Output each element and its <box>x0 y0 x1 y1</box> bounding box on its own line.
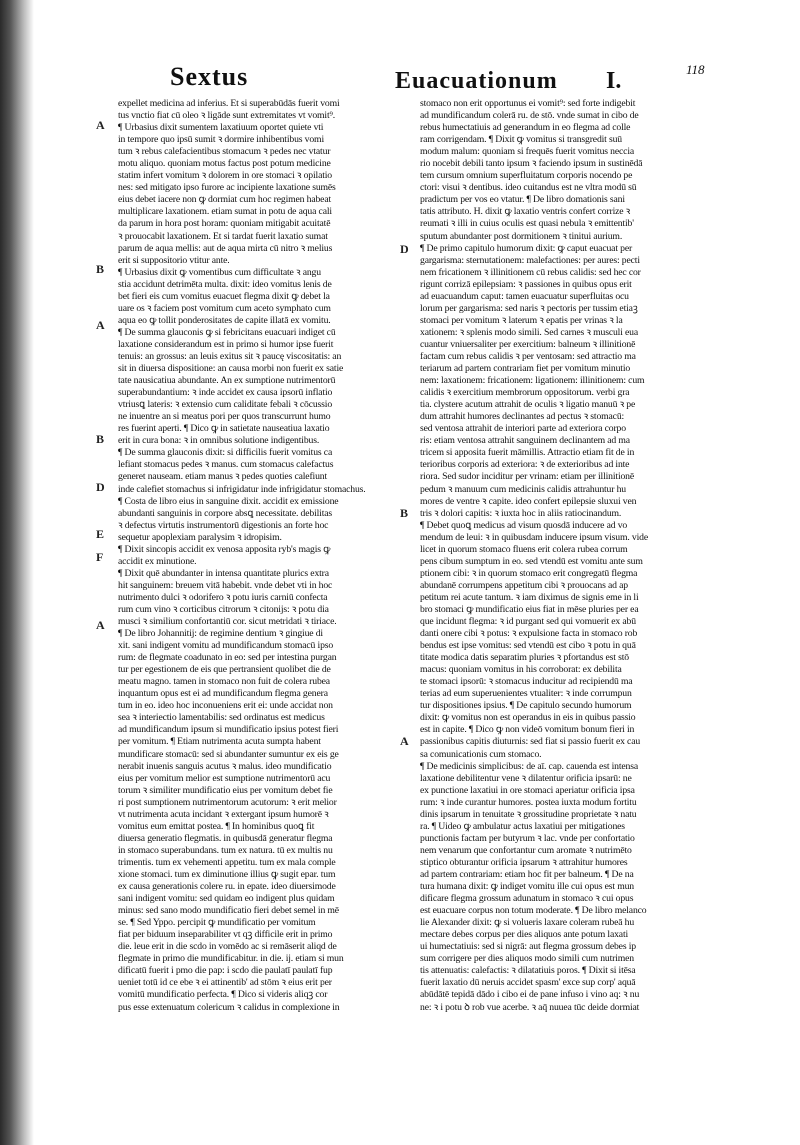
text-line: accidit ex minutione. <box>118 555 197 567</box>
text-line: ¶ De primo capitulo humorum dixit: ꝙ caput euacuat per <box>420 242 633 254</box>
text-line: meatu magno. tamen in stomaco non fuit de colera rubea <box>118 676 330 688</box>
folio-number: 118 <box>686 62 705 77</box>
text-line: lie Alexander dixit: ꝙ si volueris laxare coleram rubeā hu <box>420 917 635 929</box>
text-line: ¶ De summa glauconis ꝙ si febricitans euacuari indiget cū <box>118 326 336 338</box>
text-line: nes: sed mitigato ipso furore ac incipiente laxatione sumēs <box>118 182 336 194</box>
text-line: mectare debes corpus per dies aliquos ante potum laxati <box>420 929 629 941</box>
text-line: ꝛ prouocabit laxationem. Et si tardat fuerit laxatio sumat <box>118 230 328 242</box>
text-line: trimentis. tum ex vehementi appetitu. tum ex mala comple <box>118 856 336 868</box>
text-line: pens cibum sumptum in eo. sed vtendū est vomitu ante sum <box>420 555 643 567</box>
margin-letter: F <box>96 550 104 564</box>
margin-letter: B <box>96 432 105 446</box>
text-line: ¶ Urbasius dixit sumentem laxatiuum oportet quiete vti <box>118 122 324 134</box>
text-line: ris: etiam ventosa attrahit sanguinem declinantem ad ma <box>420 435 630 447</box>
text-line: petitum rei acute tantum. ꝛ iam diximus de signis eme in li <box>420 591 639 603</box>
text-line: ad mundificandum ipsum si mundificatio ipsius potest fieri <box>118 724 339 736</box>
text-line: per vomitum. ¶ Etiam nutrimenta acuta sumpta habent <box>118 736 321 748</box>
text-line: que incidunt flegma: ꝛ id purgant sed qui vomuerit ex abū <box>420 616 636 628</box>
text-line: diuersa generatio flegmatis. in quibusdā generatur flegma <box>118 832 333 844</box>
text-line: sani indigent vomitu: sed quidam eo indigent plus quidam <box>118 893 335 905</box>
text-line: rum cum vino ꝛ corticibus citrorum ꝛ citonijs: ꝛ potu dia <box>118 603 329 615</box>
text-line: multiplicare laxationem. etiam sumat in potu de aqua cali <box>118 206 332 218</box>
text-line: laxatione considerandum est in primo si humor ipse fuerit <box>118 338 334 350</box>
text-line: vt nutrimenta acuta incidant ꝛ extergant ipsum humorē ꝛ <box>118 808 329 820</box>
text-line: eius per vomitum melior est sumptione nutrimentorū acu <box>118 772 331 784</box>
text-line: hit sanguinem: breuem vitā habebit. vnde debet vti in hoc <box>118 579 333 591</box>
text-line: ri post sumptionem nutrimentorum acutorum: ꝛ erit melior <box>118 796 337 808</box>
running-head-left: Sextus <box>170 62 249 91</box>
text-line: gargarisma: sternutationem: malefactiones: per aures: pecti <box>420 254 640 266</box>
text-line: ad mundificandum colerā ru. de stō. vnde sumat in cibo de <box>420 110 639 122</box>
text-line: bro stomaci ꝙ mundificatio eius fiat in mēse pluries per ea <box>420 603 639 615</box>
text-line: lefiant stomacus pedes ꝛ manus. cum stomacus calefactus <box>118 459 334 471</box>
text-line: ueniet totū id ce ebe ꝛ ei attinentib' ad stōm ꝛ eius erit per <box>118 977 332 989</box>
text-line: lorum per gargarisma: sed naris ꝛ pectoris per tussim etiaꝫ <box>420 302 638 314</box>
text-line: stomaco non erit opportunus ei vomit⁹: sed forte indigebit <box>420 98 636 109</box>
text-line: eius debet iacere non ꝙ dormiat cum hoc regimen habeat <box>118 194 332 206</box>
chapter-numeral: I. <box>606 68 622 94</box>
text-line: pus esse extenuatum colericum ꝛ calidus in complexione in <box>118 1001 340 1013</box>
margin-letter: D <box>400 242 409 256</box>
text-line: vomitus eum emittat postea. ¶ In hominibus quoꝗ fit <box>118 820 315 832</box>
text-line: tris ꝛ dolori capitis: ꝛ iuxta hoc in aliis ratiocinandum. <box>420 507 622 519</box>
text-line: abundanti sanguinis in corpore absꝗ necessitate. debilitas <box>118 507 333 519</box>
text-line: ad partem contrariam: etiam hoc fit per balneum. ¶ De na <box>420 869 634 880</box>
margin-letter: D <box>96 480 105 494</box>
text-line: bet fieri eis cum vomitus euacuet flegma dixit ꝙ debet la <box>118 290 330 302</box>
text-line: dum attrahit humores declinantes ad pectus ꝛ stomacū: <box>420 411 625 423</box>
text-line: ¶ Dixit sincopis accidit ex venosa apposita ryb's magis ꝙ <box>118 543 331 555</box>
text-line: laxatione debilitentur vene ꝛ dilatentur orificia ipsarū: ne <box>420 772 632 784</box>
text-line: punctionis factam per butyrum ꝛ lac. vnde per confortatio <box>420 832 635 844</box>
text-line: rio nocebit debili tanto ipsum ꝛ faciendo ipsum in sustinēdā <box>420 158 643 170</box>
text-line: expellet medicina ad inferius. Et si superabūdās fuerit vomi <box>118 98 340 109</box>
text-line: xationem: ꝛ splenis modo simili. Sed carnes ꝛ musculi eua <box>420 326 639 338</box>
text-line: tem cursum omnium superfluitatum corporis nocendo pe <box>420 170 633 182</box>
text-line: musci ꝛ similium confortantiū cor. sicut metridati ꝛ tiriace. <box>118 616 337 628</box>
text-column-left <box>118 98 380 1014</box>
page-header <box>0 62 800 102</box>
text-line: abundanē corrumpens appetitum cibi ꝛ prouocans ad ap <box>420 579 628 591</box>
text-line: ptionem cibi: ꝛ in quorum stomaco erit congregatū flegma <box>420 567 638 579</box>
text-line: rum: ꝛ inde curantur humores. postea iuxta modum fortitu <box>420 796 637 808</box>
text-line: bendus est ipse vomitus: sed vtendū est cibo ꝛ potu in quā <box>420 640 636 652</box>
text-line: ꝛ defectus virtutis instrumentorū digestionis an forte hoc <box>118 519 329 531</box>
margin-letter: A <box>96 618 105 632</box>
text-line: parum de aqua mellis: aut de aqua mirta cū nitro ꝛ melius <box>118 242 333 254</box>
running-head-right: Euacuationum <box>395 68 558 94</box>
text-line: sputum abundanter post dormitionem ꝛ tinitui aurium. <box>420 230 623 242</box>
text-line: ¶ De summa glauconis dixit: si difficilis fuerit vomitus ca <box>118 447 333 459</box>
text-line: mundificare stomacū: sed si abundanter sumuntur ex eis ge <box>118 748 339 760</box>
text-line: nem venarum que confortantur cum aromate ꝛ nutrimēto <box>420 844 632 856</box>
text-line: da parum in hora post horam: quoniam mitigabit acuitatē <box>118 218 331 230</box>
text-line: aqua eo ꝙ tollit ponderositates de capite illatā ex vomitu. <box>118 314 331 326</box>
text-line: calidis ꝛ exercitium membrorum oppositorum. verbi gra <box>420 387 630 399</box>
text-line: nutrimento dulci ꝛ odorifero ꝛ potu iuris carniū confecta <box>118 591 328 603</box>
text-line: in tempore quo ipsū sumit ꝛ dormire inhibentibus vomi <box>118 134 324 146</box>
text-line: stia accidunt detrimēta multa. dixit: ideo vomitus lenis de <box>118 278 332 290</box>
text-line: statim infert vomitum ꝛ dolorem in ore stomaci ꝛ opilatio <box>118 170 332 182</box>
text-line: teriarum ad partem contrariam fiet per vomitum minutio <box>420 363 631 375</box>
text-line: ne: ꝛ i potu ꝺ rob vue acerbe. ꝛ aq̄ nuuea tūc deide dormiat <box>420 1001 640 1013</box>
text-line: rum: de flegmate coadunato in eo: sed per intestina purgan <box>118 652 337 664</box>
text-line: ¶ Dixit quē abundanter in intensa quantitate plurics extra <box>118 567 329 579</box>
text-line: motu aliquo. quoniam motus factus post potum medicine <box>118 158 331 170</box>
text-line: fuerit laxatio dū neruis accidet spasm' exce sup corp' aquā <box>420 977 636 989</box>
text-line: superabundantium: ꝛ inde accidet ex causa ipsorū inflatio <box>118 387 333 399</box>
text-line: mendum de leui: ꝛ in quibusdam inducere ipsum visum. vide <box>420 531 648 543</box>
text-line: stomaci per vomitum ꝛ laterum ꝛ epatis per vrinas ꝛ la <box>420 314 623 326</box>
text-line: die. leue erit in die scdo in vomēdo ac si remāserit aliqd de <box>118 941 337 953</box>
text-line: ¶ De libro Johannitij: de regimine dentium ꝛ gingiue di <box>118 628 323 640</box>
text-line: tricem si apposita fuerit māmillis. Attractio etiam fit de in <box>420 447 635 459</box>
text-line: passionibus capitis diuturnis: sed fiat si passio fuerit ex cau <box>420 736 641 748</box>
text-line: sed ventosa attrahit de interiori parte ad exteriora corpo <box>420 423 626 435</box>
text-line: rigunt corrizā epilepsiam: ꝛ passiones in quibus opus erit <box>420 278 632 290</box>
text-line: minus: sed sano modo mundificatio fieri debet semel in mē <box>118 905 339 917</box>
text-line: tum ꝛ rebus calefacientibus stomacum ꝛ pedes nec vtatur <box>118 146 331 158</box>
text-line: ¶ Urbasius dixit ꝙ vomentibus cum difficultate ꝛ angu <box>118 266 321 278</box>
text-line: torum ꝛ similiter mundificatio eius per vomitum debet fie <box>118 784 333 796</box>
text-line: pedum ꝛ manuum cum medicinis calidis attrahuntur hu <box>420 483 626 495</box>
text-line: rebus humectatiuis ad generandum in eo flegma ad colle <box>420 122 631 134</box>
text-line: se. ¶ Sed Yppo. percipit ꝙ mundificatio per vomitum <box>118 917 316 929</box>
text-line: mores de ventre ꝛ capite. ideo confert epilepsie sluxui ven <box>420 495 637 507</box>
text-line: ra. ¶ Uideo ꝙ ambulatur actus laxatiui per mitigationes <box>420 820 625 832</box>
text-line: ¶ De medicinis simplicibus: de aī. cap. cauenda est intensa <box>420 760 639 772</box>
text-line: te stomaci ipsorū: ꝛ stomacus inducitur ad recipiendū ma <box>420 676 633 688</box>
text-line: inquantum opus est ei ad mundificandum flegma genera <box>118 688 328 700</box>
text-line: fiat per biduum inseparabiliter vt qꝫ difficile erit in primo <box>118 929 333 941</box>
text-line: tate nausicatiua abundante. An ex sumptione nutrimentorū <box>118 375 336 387</box>
text-line: ex punctione laxatiui in ore stomaci aperiatur orificia ipsa <box>420 784 635 796</box>
text-line: tur per egestionem de eis que pertransient quolibet die de <box>118 664 331 676</box>
text-line: est euacuare corpus non totum moderate. ¶ De libro melanco <box>420 905 647 917</box>
text-line: xione stomaci. tum ex diminutione illius ꝙ sugit epar. tum <box>118 869 336 880</box>
text-line: ram corrigendam. ¶ Dixit ꝙ vomitus si transgredit suū <box>420 134 623 146</box>
text-line: danti onere cibi ꝛ potus: ꝛ expulsione facta in stomaco rob <box>420 628 638 640</box>
margin-letter: B <box>400 506 409 520</box>
text-line: xit. sani indigent vomitu ad mundificandum stomacū ipso <box>118 640 334 652</box>
text-line: stiptico obturantur orificia ipsarum ꝛ attrahitur humores <box>420 856 628 868</box>
text-line: tura humana dixit: ꝙ indiget vomitu ille cui opus est mun <box>420 881 634 893</box>
text-line: dificare flegma grossum adunatum in stomaco ꝛ cui opus <box>420 893 634 905</box>
text-line: macus: quoniam vomitus in his corroborat: ex debilita <box>420 664 622 676</box>
text-line: erit in cura bona: ꝛ in omnibus solutione indigentibus. <box>118 435 320 447</box>
text-line: tur dispositiones ipsius. ¶ De capitulo secundo humorum <box>420 700 632 712</box>
text-line: ad euacuandum caput: tamen euacuatur superfluitas ocu <box>420 290 629 302</box>
margin-letter: A <box>96 318 105 332</box>
text-line: terioribus corporis ad exteriora: ꝛ de exterioribus ad inte <box>420 459 630 471</box>
text-line: ui humectatiuis: sed si nigrā: aut flegma grossum debes ip <box>420 941 636 953</box>
margin-letter: A <box>96 118 105 132</box>
text-line: in stomaco superabundans. tum ex natura. tū ex multis nu <box>118 844 333 856</box>
text-line: vtriusꝗ lateris: ꝛ extensio cum caliditate febali ꝛ cōcussio <box>118 399 333 411</box>
text-line: factam cum rebus calidis ꝛ per ventosam: sed attractio ma <box>420 350 636 362</box>
margin-letter: A <box>400 734 409 748</box>
text-line: modum malum: quoniam si frequēs fuerit vomitus neccia <box>420 146 635 158</box>
text-line: abūdātē tepidā dādo i cibo ei de pane infuso i vino aq: ꝛ nu <box>420 989 640 1001</box>
text-line: ¶ Debet quoꝗ medicus ad visum quosdā inducere ad vo <box>420 519 628 531</box>
text-line: inde calefiet stomachus si infrigidatur inde infrigidatur stomachus. <box>118 483 366 495</box>
text-line: ¶ Costa de libro eius in sanguine dixit. accidit ex emissione <box>118 495 339 507</box>
text-line: tum in eo. ideo hoc inconueniens erit ei: unde accidat non <box>118 700 333 712</box>
text-line: tenuis: an grossus: an leuis exitus sit ꝛ paucę viscositatis: an <box>118 350 342 362</box>
text-line: sit in diuersa dispositione: an causa morbi non fuerit ex satie <box>118 363 344 375</box>
text-line: generet nauseam. etiam manus ꝛ pedes quoties calefiunt <box>118 471 328 483</box>
margin-letter: E <box>96 527 105 541</box>
text-line: dinis ipsarum in tenuitate ꝛ grossitudine proprietate ꝛ natu <box>420 808 637 820</box>
page-binding-shadow <box>0 0 34 1145</box>
text-line: ex causa generationis colere ru. in epate. ideo diuersimode <box>118 881 336 893</box>
text-line: nem fricationem ꝛ illinitionem cū rebus calidis: sed hec cor <box>420 266 641 278</box>
text-line: titate modica datis separatim pluries ꝛ pfortandus est stō <box>420 652 629 664</box>
text-line: riora. Sed sudor inciditur per vrinam: etiam per illinitionē <box>420 471 635 483</box>
text-line: tatis attributo. H. dixit ꝙ laxatio ventris confert corrize ꝛ <box>420 206 631 218</box>
text-line: ne inuentre an si meatus pori per quos transcurrunt humo <box>118 411 331 423</box>
text-line: tis attenuatis: calefactis: ꝛ dilatatiuis poros. ¶ Dixit si itēsa <box>420 965 636 977</box>
text-line: tia. clystere acutum attrahit de oculis ꝛ ligatio manuū ꝛ pe <box>420 399 636 411</box>
text-line: sum corrigere per dies aliquos modo simili cum nutrimen <box>420 953 634 965</box>
text-line: est in capite. ¶ Dico ꝙ non videō vomitum bonum fieri in <box>420 724 635 736</box>
text-line: nem: laxationem: fricationem: ligationem: illinitionem: cum <box>420 375 645 387</box>
margin-letter: B <box>96 262 105 276</box>
text-line: cuantur vniuersaliter per exercitium: balneum ꝛ illinitionē <box>420 338 636 350</box>
text-line: reumati ꝛ illi in cuius oculis est quasi nebula ꝛ emittentib' <box>420 218 634 230</box>
text-line: uare os ꝛ faciem post vomitum cum aceto symphato cum <box>118 302 331 314</box>
text-line: licet in quorum stomaco fluens erit colera rubea corrum <box>420 543 628 555</box>
text-line: res fuerint aperti. ¶ Dico ꝙ in satietate nauseatiua laxatio <box>118 423 330 435</box>
text-line: sa comunicationis cum stomaco. <box>420 748 542 760</box>
text-line: ctori: visui ꝛ dentibus. ideo cuitandus est ne vltra modū sū <box>420 182 637 194</box>
text-line: sea ꝛ interiectio lamentabilis: sed ordinatus est medicus <box>118 712 325 724</box>
text-line: sequetur apoplexiam paralysim ꝛ idropisim. <box>118 531 282 543</box>
text-line: tus vnctio fiat cū oleo ꝛ ligāde sunt extremitates vt vomit⁹. <box>118 110 336 122</box>
text-column-right <box>420 98 692 1014</box>
text-line: terias ad eum superuenientes vtualiter: ꝛ inde corrumpun <box>420 688 632 700</box>
text-line: erit si suppositorio vtitur ante. <box>118 254 230 266</box>
text-line: dificatū fuerit i pmo die pap: i scdo die paulatī paulatī fup <box>118 965 333 977</box>
text-line: dixit: ꝙ vomitus non est operandus in eis in quibus passio <box>420 712 636 724</box>
text-line: vomitū mundificatio perfecta. ¶ Dico si videris aliqꝫ cor <box>118 989 328 1001</box>
text-line: nerabit inuenis sanguis acutus ꝛ malus. ideo mundificatio <box>118 760 332 772</box>
text-line: flegmate in primo die mundificabitur. in die. ij. etiam si mun <box>118 953 344 965</box>
text-line: pradictum per vos eo vtatur. ¶ De libro domationis sani <box>420 194 625 206</box>
